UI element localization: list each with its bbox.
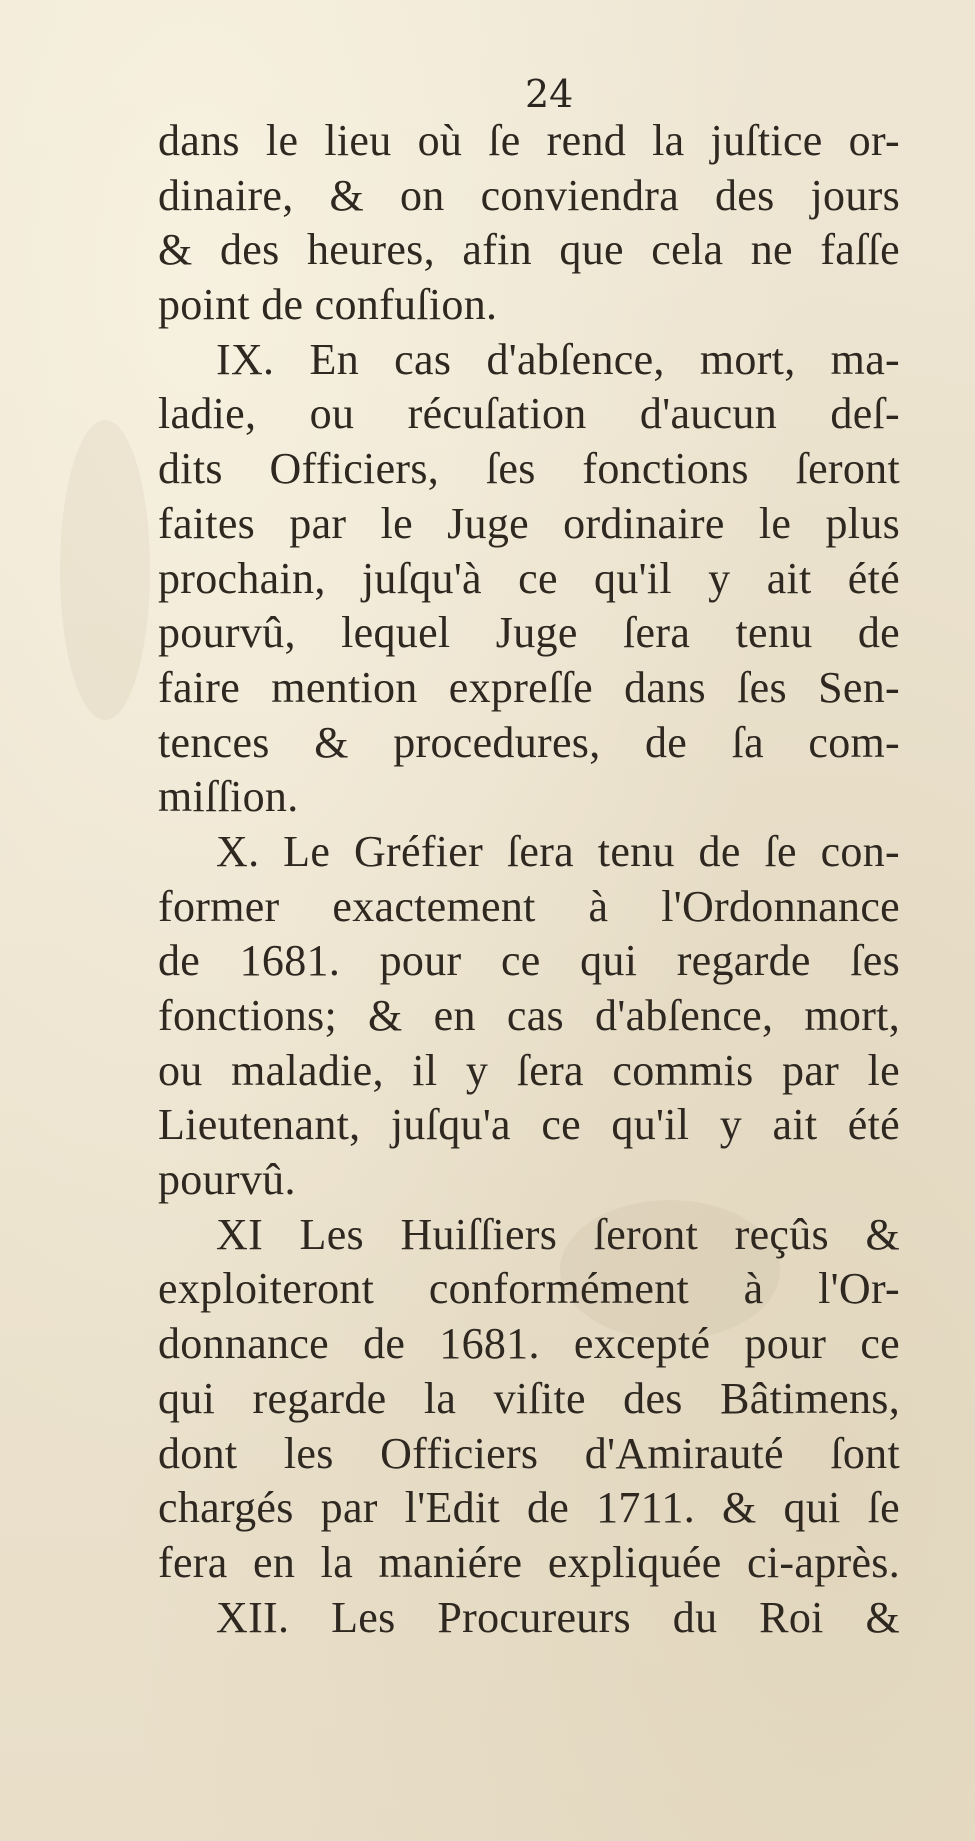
text-line: dans le lieu où ſe rend la juſtice or- <box>158 116 900 165</box>
text-line: X. Le Gréfier ſera tenu de ſe con- <box>216 826 900 876</box>
text-line: prochain, juſqu'à ce qu'il y ait été <box>158 553 900 603</box>
text-line: miſſion. <box>158 772 299 822</box>
text-line: tences & procedures, de ſa com- <box>158 717 900 767</box>
text-line: faites par le Juge ordinaire le plus <box>158 498 900 548</box>
paper-stain <box>60 420 150 720</box>
text-line: faire mention expreſſe dans ſes Sen- <box>158 662 900 712</box>
text-line: de 1681. pour ce qui regarde ſes <box>158 936 900 986</box>
text-line: XII. Les Procureurs du Roi & <box>216 1592 900 1642</box>
text-line: dinaire, & on conviendra des jours <box>158 170 900 220</box>
text-line: pourvû. <box>158 1155 296 1205</box>
text-line: Lieutenant, juſqu'a ce qu'il y ait été <box>158 1100 900 1150</box>
text-line: XI Les Huiſſiers ſeront reçûs & <box>216 1209 900 1259</box>
text-line: donnance de 1681. excepté pour ce <box>158 1319 900 1369</box>
text-line: dont les Officiers d'Amirauté ſont <box>158 1428 900 1478</box>
body-text <box>158 114 900 1645</box>
text-line: exploiteront conformément à l'Or- <box>158 1264 900 1314</box>
text-line: point de confuſion. <box>158 280 498 330</box>
text-line: fera en la maniére expliquée ci-après. <box>158 1537 900 1587</box>
text-line: IX. En cas d'abſence, mort, ma- <box>216 334 900 384</box>
text-line: dits Officiers, ſes fonctions ſeront <box>158 444 900 494</box>
text-line: ou maladie, il y ſera commis par le <box>158 1045 900 1095</box>
text-line: qui regarde la viſite des Bâtimens, <box>158 1373 900 1423</box>
text-line: chargés par l'Edit de 1711. & qui ſe <box>158 1483 900 1533</box>
text-line: fonctions; & en cas d'abſence, mort, <box>158 991 900 1040</box>
text-line: & des heures, afin que cela ne faſſe <box>158 225 900 275</box>
text-line: former exactement à l'Ordonnance <box>158 881 900 931</box>
page-number: 24 <box>525 72 574 116</box>
text-line: ladie, ou récuſation d'aucun deſ- <box>158 389 900 439</box>
text-line: pourvû, lequel Juge ſera tenu de <box>158 608 900 658</box>
